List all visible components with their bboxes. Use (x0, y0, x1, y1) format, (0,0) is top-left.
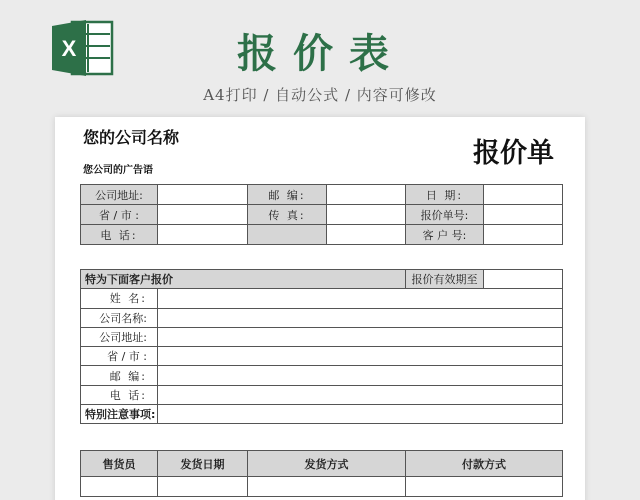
doc-title: 报价单 (473, 138, 554, 169)
fax-cell[interactable] (327, 205, 406, 225)
customer-field-label: 公司名称: (81, 308, 158, 327)
customer-field-label: 省 / 市 : (81, 347, 158, 366)
ship-date-header: 发货日期 (158, 451, 248, 477)
validity-label: 报价有效期至 (406, 270, 484, 289)
salesperson-cell[interactable] (81, 477, 158, 497)
postcode-label: 邮 编: (248, 185, 327, 205)
customer-field-value[interactable] (158, 385, 563, 404)
province-cell[interactable] (158, 205, 248, 225)
empty-label-cell (248, 225, 327, 245)
ship-method-header: 发货方式 (248, 451, 406, 477)
payment-method-cell[interactable] (406, 477, 563, 497)
date-label: 日 期: (406, 185, 484, 205)
customer-field-label: 邮 编: (81, 366, 158, 385)
phone-cell[interactable] (158, 225, 248, 245)
customer-field-label: 公司地址: (81, 327, 158, 346)
ship-method-cell[interactable] (248, 477, 406, 497)
customer-field-value[interactable] (158, 347, 563, 366)
customer-no-cell[interactable] (484, 225, 563, 245)
postcode-cell[interactable] (327, 185, 406, 205)
quotation-sheet (55, 117, 585, 500)
quote-no-label: 报价单号: (406, 205, 484, 225)
customer-field-value[interactable] (158, 289, 563, 308)
phone-label: 电 话: (81, 225, 158, 245)
shipping-table (80, 450, 563, 497)
address-cell[interactable] (158, 185, 248, 205)
customer-field-value[interactable] (158, 327, 563, 346)
company-name[interactable]: 您的公司名称 (83, 128, 180, 147)
province-label: 省 / 市 : (81, 205, 158, 225)
excel-icon (50, 18, 116, 78)
notes-value[interactable] (158, 405, 563, 424)
excel-logo-letter: X (61, 36, 77, 61)
customer-field-label: 电 话: (81, 385, 158, 404)
header-info-table (80, 184, 563, 245)
customer-table (80, 269, 563, 424)
salesperson-header: 售货员 (81, 451, 158, 477)
page-subtitle: A4打印 / 自动公式 / 内容可修改 (203, 86, 437, 104)
quote-no-cell[interactable] (484, 205, 563, 225)
customer-field-value[interactable] (158, 366, 563, 385)
empty-cell[interactable] (327, 225, 406, 245)
fax-label: 传 真: (248, 205, 327, 225)
company-slogan[interactable]: 您公司的广告语 (83, 165, 153, 176)
customer-no-label: 客 户 号: (406, 225, 484, 245)
ship-date-cell[interactable] (158, 477, 248, 497)
banner (0, 0, 640, 116)
payment-method-header: 付款方式 (406, 451, 563, 477)
customer-field-value[interactable] (158, 308, 563, 327)
address-label: 公司地址: (81, 185, 158, 205)
customer-section-heading: 特为下面客户报价 (81, 270, 406, 289)
validity-cell[interactable] (484, 270, 563, 289)
customer-field-label: 姓 名: (81, 289, 158, 308)
page-title: 报价表 (237, 30, 405, 77)
date-cell[interactable] (484, 185, 563, 205)
notes-label: 特别注意事项: (81, 405, 158, 424)
